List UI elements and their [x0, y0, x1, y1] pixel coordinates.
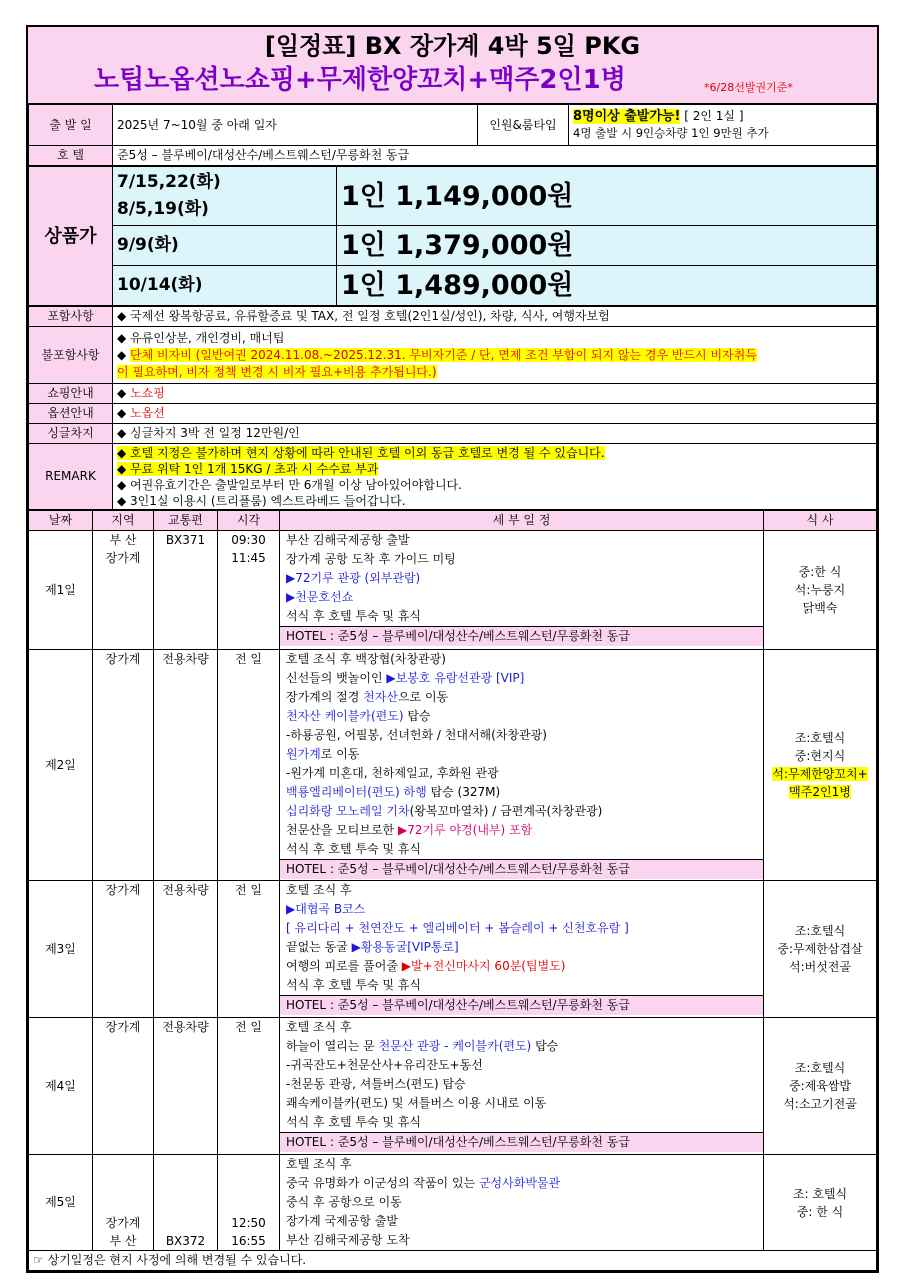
meal: 석:버섯전골	[788, 960, 851, 974]
detail-text: 끝없는 동굴	[286, 940, 352, 954]
bullet: ◆	[117, 386, 131, 400]
price-amount-1: 1인 1,149,000원	[337, 167, 877, 226]
page-title: [일정표] BX 장가계 4박 5일 PKG	[264, 32, 641, 60]
remark-value	[113, 444, 877, 510]
small-group-surcharge: 4명 출발 시 9인승차량 1인 9만원 추가	[573, 126, 769, 140]
transport: 전용차량	[154, 1018, 218, 1155]
meal: 조:호텔식	[794, 1061, 846, 1075]
detail-line: ▶72기루 관광 (외부관람)	[286, 571, 421, 585]
detail-highlight: 군성사화박물관	[478, 1176, 561, 1190]
day-label: 제2일	[29, 650, 93, 881]
day-row	[29, 881, 877, 1018]
detail-line: 호텔 조식 후	[286, 1020, 352, 1034]
detail-highlight: ▶황용동굴[VIP통로]	[351, 940, 459, 954]
col-detail: 세 부 일 정	[280, 511, 764, 531]
col-region: 지역	[93, 511, 154, 531]
hotel-line: HOTEL : 준5성 – 블루베이/대성산수/베스트웨스턴/무릉화천 동급	[280, 859, 763, 879]
people-value	[569, 105, 877, 146]
region: 장가계	[93, 881, 154, 1018]
detail-line: 쾌속케이블카(편도) 및 셔틀버스 이용 시내로 이동	[286, 1096, 547, 1110]
detail-cell	[280, 881, 764, 1018]
region: 장가계	[93, 1018, 154, 1155]
detail-cell	[280, 650, 764, 881]
hotel-line: HOTEL : 준5성 – 블루베이/대성산수/베스트웨스턴/무릉화천 동급	[280, 1132, 763, 1152]
detail-line	[280, 707, 763, 726]
no-options-text: 노옵션	[130, 406, 165, 420]
detail-text: 중국 유명화가 이군성의 작품이 있는	[286, 1176, 479, 1190]
no-shopping-text: 노쇼핑	[130, 386, 165, 400]
detail-text: 여행의 피로를 풀어줄	[286, 959, 402, 973]
pricing-table	[28, 166, 877, 306]
detail-line: [ 유리다리 + 천연잔도 + 엘리베이터 + 봅슬레이 + 신천호유람 ]	[286, 921, 629, 935]
remark-line: ◆ 3인1실 이용시 (트리플룸) 엑스트라베드 들어갑니다.	[117, 493, 406, 508]
detail-text: 하늘이 열리는 문	[286, 1039, 379, 1053]
remark-line: ◆ 여권유효기간은 출발일로부터 만 6개월 이상 남아있어야합니다.	[117, 477, 462, 492]
detail-line: 호텔 조식 후	[286, 1157, 352, 1171]
detail-text: 천문산을 모티브로한	[286, 823, 398, 837]
detail-text: (왕복꼬마열차) / 금편계곡(차창관광)	[409, 804, 603, 818]
transport: 전용차량	[154, 650, 218, 881]
bullet: ◆	[117, 347, 131, 362]
detail-line	[280, 1037, 763, 1056]
meal: 닭백숙	[802, 601, 838, 615]
detail-text: 장가계의 절경	[286, 690, 364, 704]
departure-label: 출 발 일	[29, 105, 113, 146]
min-people-badge: 8명이상 출발가능!	[573, 109, 681, 124]
col-transport: 교통편	[154, 511, 218, 531]
visa-notice-text: 단체 비자비 (일반여권 2024.11.08.~2025.12.31. 무비자기준 / 단, 면제 조건 부합이 되지 않는 경우 반드시 비자취득	[130, 347, 757, 362]
detail-text: 탑승	[403, 709, 431, 723]
meal: 중:제육쌈밥	[788, 1079, 851, 1093]
detail-text: 으로 이동	[397, 690, 449, 704]
price-dates-1	[113, 167, 337, 226]
included-label: 포함사항	[29, 307, 113, 327]
shopping-value	[113, 384, 877, 404]
meal: 석:소고기전골	[783, 1097, 857, 1111]
itinerary-sheet	[26, 25, 879, 1273]
time: 12:50	[231, 1216, 266, 1230]
day-row	[29, 650, 877, 881]
meal: 중: 한 식	[796, 1204, 844, 1219]
day-label: 제3일	[29, 881, 93, 1018]
departure-value: 2025년 7~10월 중 아래 일자	[113, 105, 478, 146]
detail-line	[280, 1174, 763, 1193]
meal: 조:호텔식	[794, 731, 846, 745]
people-label: 인원&룸타입	[478, 105, 569, 146]
price-date: 8/5,19(화)	[117, 199, 209, 219]
hotel-label: 호 텔	[29, 146, 113, 166]
detail-cell	[280, 1155, 764, 1251]
meal: 석:누룽지	[794, 583, 846, 597]
region: 장가계	[105, 1216, 141, 1230]
detail-line: ▶천문호선쇼	[286, 590, 354, 604]
transport: 전용차량	[154, 881, 218, 1018]
detail-line	[280, 821, 763, 840]
visa-notice-text: 이 필요하며, 비자 정책 변경 시 비자 필요+비용 추가됩니다.)	[117, 364, 437, 379]
hotel-line: HOTEL : 준5성 – 블루베이/대성산수/베스트웨스턴/무릉화천 동급	[280, 995, 763, 1015]
region: 장가계	[93, 650, 154, 881]
detail-highlight: 천자산 케이블카(편도)	[286, 709, 404, 723]
detail-line: 부산 김해국제공항 도착	[286, 1233, 410, 1247]
region: 부 산	[109, 533, 137, 547]
detail-line: 석식 후 호텔 투숙 및 휴식	[286, 978, 421, 992]
room-type: [ 2인 1실 ]	[684, 109, 744, 123]
footer-note: ☞ 상기일정은 현지 사정에 의해 변경될 수 있습니다.	[29, 1251, 877, 1271]
time: 전 일	[218, 650, 280, 881]
time: 09:30	[231, 533, 266, 547]
page-subtitle: 노팁노옵션노쇼핑+무제한양꼬치+맥주2인1병	[94, 65, 626, 95]
region-cell	[93, 1155, 154, 1251]
col-time: 시각	[218, 511, 280, 531]
meal-cell	[764, 1018, 877, 1155]
detail-highlight: 십리화랑 모노레일 기차	[286, 804, 410, 818]
meal: 중:현지식	[794, 749, 846, 763]
visa-notice	[117, 347, 872, 364]
price-date: 7/15,22(화)	[117, 172, 221, 192]
time-cell	[218, 531, 280, 650]
detail-line	[280, 938, 763, 957]
detail-line: 부산 김해국제공항 출발	[286, 533, 410, 547]
detail-line	[280, 802, 763, 821]
single-value: ◆ 싱글차지 3박 전 일정 12만원/인	[113, 424, 877, 444]
day-row	[29, 1018, 877, 1155]
price-amount-2: 1인 1,379,000원	[337, 226, 877, 266]
day-label: 제1일	[29, 531, 93, 650]
price-date: 10/14(화)	[113, 266, 337, 306]
detail-line: -귀곡잔도+천문산사+유리잔도+동선	[286, 1058, 483, 1072]
meal-cell	[764, 881, 877, 1018]
detail-line: 석식 후 호텔 투숙 및 휴식	[286, 1115, 421, 1129]
detail-line: -원가계 미혼대, 천하제일교, 후화원 관광	[286, 766, 499, 780]
price-label: 상품가	[29, 167, 113, 306]
excluded-value	[113, 327, 877, 384]
detail-text: 로 이동	[320, 747, 360, 761]
terms-table	[28, 306, 877, 510]
detail-highlight: 천문산 관광 - 케이블카(편도)	[378, 1039, 532, 1053]
hotel-value: 준5성 – 블루베이/대성산수/베스트웨스턴/무릉화천 동급	[113, 146, 877, 166]
included-value: ◆ 국제선 왕복항공료, 유류할증료 및 TAX, 전 일정 호텔(2인1실/성인), 차량, 식사, 여행자보험	[113, 307, 877, 327]
shopping-label: 쇼핑안내	[29, 384, 113, 404]
region: 부 산	[109, 1234, 137, 1248]
detail-line: 장가계 공항 도착 후 가이드 미팅	[286, 552, 456, 566]
detail-line: 중식 후 공항으로 이동	[286, 1195, 402, 1209]
region-cell	[93, 531, 154, 650]
detail-line: 호텔 조식 후 백장협(차창관광)	[286, 652, 446, 666]
detail-line: 장가계 국제공항 출발	[286, 1214, 398, 1228]
detail-line: -하룡공원, 어필봉, 선녀헌화 / 천대서해(차창관광)	[286, 728, 547, 742]
flight-no: BX371	[154, 531, 218, 650]
detail-line: -천문동 관광, 셔틀버스(편도) 탑승	[286, 1077, 466, 1091]
meal-highlight: 맥주2인1병	[789, 785, 851, 799]
detail-text: 탑승	[531, 1039, 559, 1053]
price-amount-3: 1인 1,489,000원	[337, 266, 877, 306]
detail-cell	[280, 1018, 764, 1155]
options-label: 옵션안내	[29, 404, 113, 424]
col-meal: 식 사	[764, 511, 877, 531]
meal-cell	[764, 650, 877, 881]
col-day: 날짜	[29, 511, 93, 531]
schedule-table	[28, 510, 877, 1271]
detail-line	[280, 669, 763, 688]
meal-cell	[764, 531, 877, 650]
options-value	[113, 404, 877, 424]
detail-highlight: 원가계	[286, 747, 321, 761]
detail-line: ▶대협곡 B코스	[286, 902, 366, 916]
detail-line: 석식 후 호텔 투숙 및 휴식	[286, 609, 421, 623]
time: 전 일	[218, 881, 280, 1018]
bullet: ◆	[117, 406, 131, 420]
remark-line: ◆ 무료 위탁 1인 1개 15KG / 초과 시 수수료 부과	[117, 461, 379, 476]
day-row	[29, 1155, 877, 1251]
detail-line: 호텔 조식 후	[286, 883, 352, 897]
meal: 조: 호텔식	[792, 1186, 848, 1201]
detail-highlight: ▶72기루 야경(내부) 포함	[397, 823, 533, 837]
detail-highlight: 백룡엘리베이터(편도) 하행	[286, 785, 427, 799]
hotel-line: HOTEL : 준5성 – 블루베이/대성산수/베스트웨스턴/무릉화천 동급	[280, 626, 763, 646]
meal: 조:호텔식	[794, 924, 846, 938]
detail-text: 탑승 (327M)	[426, 785, 501, 799]
detail-line	[280, 957, 763, 976]
info-table	[28, 104, 877, 166]
remark-label: REMARK	[29, 444, 113, 510]
day-label: 제5일	[29, 1155, 93, 1251]
single-label: 싱글차지	[29, 424, 113, 444]
excluded-line: ◆ 유류인상분, 개인경비, 매너팁	[117, 330, 285, 345]
region: 장가계	[105, 551, 141, 565]
meal: 중:한 식	[798, 565, 842, 579]
detail-highlight: ▶발+전신마사지 60분(팁별도)	[401, 959, 566, 973]
detail-cell	[280, 531, 764, 650]
day-label: 제4일	[29, 1018, 93, 1155]
price-date: 9/9(화)	[113, 226, 337, 266]
time: 전 일	[218, 1018, 280, 1155]
time: 11:45	[231, 551, 266, 565]
detail-text: 신선들의 뱃놀이인	[286, 671, 387, 685]
meal-highlight: 석:무제한양꼬치+	[772, 767, 868, 781]
header-banner	[28, 27, 877, 104]
meal-cell	[764, 1155, 877, 1251]
detail-line	[280, 745, 763, 764]
time-cell	[218, 1155, 280, 1251]
time: 16:55	[231, 1234, 266, 1248]
day-row	[29, 531, 877, 650]
flight-no: BX372	[154, 1155, 218, 1251]
remark-line: ◆ 호텔 지정은 불가하며 현지 상황에 따라 안내된 호텔 이외 동급 호텔로 변경 될 수 있습니다.	[117, 445, 605, 460]
excluded-label: 불포함사항	[29, 327, 113, 384]
ticketing-note: *6/28선발권기준*	[704, 81, 793, 94]
meal: 중:무제한삼겹살	[777, 942, 863, 956]
detail-line	[280, 783, 763, 802]
detail-line: 석식 후 호텔 투숙 및 휴식	[286, 842, 421, 856]
detail-line	[280, 688, 763, 707]
detail-highlight: ▶보봉호 유람선관광 [VIP]	[386, 671, 525, 685]
detail-highlight: 천자산	[363, 690, 398, 704]
